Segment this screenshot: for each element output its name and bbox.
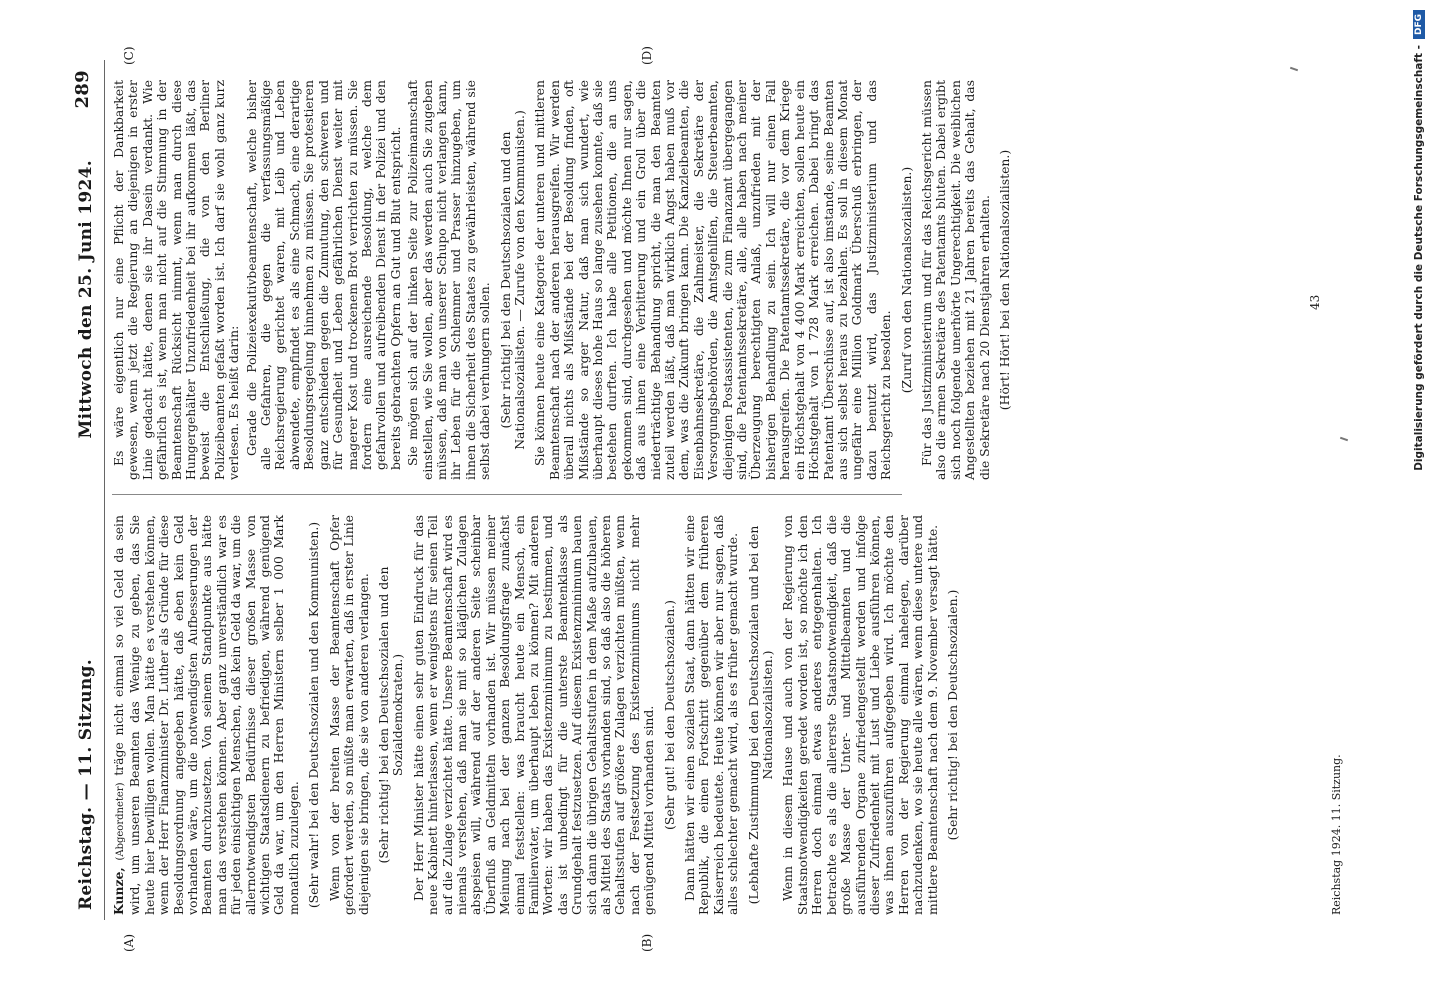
right-paragraph-2: Gerade die Polizeiexekutivbeamtenschaft, welche bisher alle Gefahren, die gegen die verfassungsmäßige Reichsregierung gerichtet waren, mit Leib und Leben abwendete, empfindet es als eine Schmach, eine derartige Besoldungsregelung hinnehmen zu müssen. Sie protestieren ganz entschieden gegen die Zumutung, den schweren und für Gesundheit und Leben gefährlichen Dienst weiter mit magerer Kost und trockenem Brot verrichten zu müssen. Sie fordern eine ausreichende Besoldung, welche dem gefahrvollen und aufreibenden Dienst in der Polizei und den bereits gebrachten Opfern an Gut und Blut entspricht. bbox=[243, 80, 403, 470]
interjection: (Sehr richtig! bei den Deutschsozialen.) bbox=[944, 589, 960, 841]
header-left: Reichstag. — 11. Sitzung. bbox=[76, 659, 96, 910]
dfg-logo: DFG bbox=[1413, 10, 1425, 39]
margin-letter-c: (C) bbox=[122, 46, 136, 65]
margin-letter-a: (A) bbox=[122, 933, 136, 952]
speaker-name: Kunze, bbox=[111, 867, 126, 915]
page-number: 289 bbox=[72, 70, 93, 109]
footer-note: Reichstag 1924. 11. Sitzung. bbox=[1330, 754, 1343, 915]
interjection: (Sehr wahr! bei den Deutschsozialen und den Kommunisten.) bbox=[306, 521, 322, 909]
interjection: (Zuruf von den Nationalsozialisten.) bbox=[898, 166, 914, 394]
speaker-role: Abgeordneter bbox=[115, 786, 126, 857]
left-paragraph-1-text: träge nicht einmal so viel Geld da sein wird, um unseren Beamten das Wenige zu geben, das Sie heute hier bewilligen wollen. Man hätte es verstehen können, wenn der Herr Finanzminister Dr. Luther als Gründe für diese Besoldungsordnung angegeben hätte, daß eben kein Geld vorhanden wäre, um die notwendigsten Aufbesserungen der Beamten durchzusetzen. Von seinem Standpunkte aus hätte man das verstehen können. Aber ganz unverständlich war es für jeden einsichtigen Menschen, daß kein Geld da war, um die allernotwendigsten Bedürfnisse dieser großen Masse von wichtigen Staatsdienern zu befriedigen, während genügend Geld da war, um den Herren Ministern selber 1 000 Mark monatlich zuzulegen. bbox=[111, 515, 301, 915]
margin-letter-d: (D) bbox=[640, 46, 654, 65]
digitization-credit bbox=[1404, 0, 1434, 1000]
interjection: (Sehr richtig! bei den Deutschsozialen und den Nationalsozialisten. — Zurufe von den Kommunisten.) bbox=[497, 110, 527, 450]
interjection: (Sehr richtig! bei den Deutschsozialen und den Sozialdemokraten.) bbox=[375, 566, 406, 864]
column-divider bbox=[112, 494, 902, 495]
interjection: (Hört! Hört! bei den Nationalsozialisten.) bbox=[996, 149, 1012, 411]
header-right: Mittwoch den 25. Juni 1924. bbox=[76, 160, 96, 439]
interjection: (Sehr gut! bei den Deutschsozialen.) bbox=[661, 600, 677, 830]
left-paragraph-5: Wenn in diesem Hause und auch von der Regierung von Staatsnotwendigkeiten geredet worden ist, so möchte ich den Herren doch einmal etwas anderes entgegenhalten. Ich betrachte es als die allererste Staatsnotwendigkeit, daß die große Masse der Unter- und Mittelbeamten und die ausführenden Organe zufriedengestellt werden und infolge dieser Zufriedenheit mit Lust und Liebe ausführen können, was ihnen auszuführen aufgegeben wird. Ich möchte den Herren von der Regierung einmal nahelegen, darüber nachzudenken, wo sie heute alle wären, wenn diese untere und mittlere Beamtenschaft nach dem 9. November versagt hätte. bbox=[780, 515, 940, 915]
credit-text: Digitalisierung gefördert durch die Deutsche Forschungsgemeinschaft - bbox=[1413, 45, 1425, 471]
left-column bbox=[112, 515, 966, 915]
interjection: (Lebhafte Zustimmung bei den Deutschsozialen und bei den Nationalsozialisten.) bbox=[745, 525, 776, 905]
margin-letter-b: (B) bbox=[640, 933, 654, 952]
scan-smudge bbox=[1290, 67, 1298, 72]
header-rule bbox=[104, 60, 105, 920]
page-header bbox=[72, 70, 102, 930]
left-paragraph-4: Dann hätten wir einen sozialen Staat, dann hätten wir eine Republik, die einen Fortschritt gegenüber dem früheren Kaiserreich bedeutete. Heute können wir aber nur sagen, daß alles schlechter gemacht wird, als es früher gemacht wurde. bbox=[682, 515, 741, 915]
right-paragraph-1: Es wäre eigentlich nur eine Pflicht der Dankbarkeit gewesen, wenn jetzt die Regierung an diejenigen in erster Linie gedacht hätte, denen sie ihr Dasein verdankt. Wie gefährlich es ist, wenn man nicht auf die Stimmung in der Beamtenschaft Rücksicht nimmt, wenn man durch diese Hungergehälter Unzufriedenheit bei ihr aufkommen läßt, das beweist die Entschließung, die von den Berliner Polizeibeamten gefaßt worden ist. Ich darf sie wohl ganz kurz verlesen. Es heißt darin: bbox=[111, 80, 242, 480]
right-paragraph-4: Sie können heute eine Kategorie der unteren und mittleren Beamtenschaft nach der anderen herausgreifen. Wir werden überall nichts als Mißstände bei der Besoldung finden, oft Mißstände so arger Natur, daß man sich wundert, wie überhaupt dieses hohe Haus so lange zusehen konnte, daß sie bestehen durften. Ich habe alle Petitionen, die an uns gekommen sind, durchgesehen und möchte Ihnen nur sagen, daß aus ihnen eine Verbitterung und ein Groll über die niederträchtige Behandlung spricht, die man den Beamten zuteil werden läßt, daß man wirklich Angst haben muß vor dem, was die Zukunft bringen kann. Die Kanzleibeamten, die Eisenbahnsekretäre, die Zahlmeister, die Sekretäre der Versorgungsbehörden, die Amtsgehilfen, die Steuerbeamten, diejenigen Postassistenten, die zum Finanzamt übergegangen sind, die Patentamtssekretäre, alle, alle haben nach meiner Überzeugung berechtigten Anlaß, unzufrieden mit der bisherigen Behandlung zu sein. Ich will nur einen Fall herausgreifen. Die Patentamtssekretäre, die vor dem Kriege ein Höchstgehalt von 4 400 Mark erreichten, sollen heute ein Höchstgehalt von 1 728 Mark erreichen. Dabei bringt das Patentamt Überschüsse auf, ist also imstande, seine Beamten aus sich selbst heraus zu bezahlen. Es soll in diesem Monat ungefähr eine Million Goldmark Überschuß erbringen, der dazu benutzt wird, das Justizministerium und das Reichsgericht zu besolden. bbox=[532, 80, 894, 480]
left-paragraph-2: Wenn von der breiten Masse der Beamtenschaft Opfer gefordert werden, so müßte man erwarten, daß in erster Linie diejenigen sie bringen, die sie von anderen verlangen. bbox=[326, 515, 371, 915]
left-paragraph-1: Kunze, (Abgeordneter) träge nicht einmal so viel Geld da sein wird, um unseren Beamten das Wenige zu geben, das Sie heute hier bewilligen wollen. Man hätte es verstehen können, wenn der Herr Finanzminister Dr. Luther als Gründe für diese Besoldungsordnung angegeben hätte, daß eben kein Geld vorhanden wäre, um die notwendigsten Aufbesserungen der Beamten durchzusetzen. Von seinem Standpunkte aus hätte man das verstehen können. Aber ganz unverständlich war es für jeden einsichtigen Menschen, daß kein Geld da war, um die allernotwendigsten Bedürfnisse dieser großen Masse von wichtigen Staatsdienern zu befriedigen, während genügend Geld da war, um den Herren Ministern selber 1 000 Mark monatlich zuzulegen. bbox=[111, 515, 301, 915]
left-paragraph-3: Der Herr Minister hätte einen sehr guten Eindruck für das neue Kabinett hinterlassen, wenn er wenigstens für seinen Teil auf die Zulage verzichtet hätte. Unsere Beamtenschaft wird es niemals verstehen, daß man sie mit so kläglichen Zulagen abspeisen will, während auf der anderen Seite scheinbar Überfluß an Geldmitteln vorhanden ist. Wir müssen meiner Meinung nach bei der ganzen Besoldungsfrage zunächst einmal feststellen: was braucht heute ein Mensch, ein Familienvater, um überhaupt leben zu können? Mit anderen Worten: wir haben das Existenzminimum zu bestimmen, und das ist unbedingt für die unterste Beamtenklasse als Grundgehalt festzusetzen. Auf diesem Existenzminimum bauen sich dann die übrigen Gehaltsstufen in dem Maße aufzubauen, als Mittel des Staats vorhanden sind, so daß also die höheren Gehaltsstufen auf größere Zulagen verzichten müßten, wenn nach der Festsetzung des Existenzminimums nicht mehr genügend Mittel vorhanden sind. bbox=[410, 515, 657, 915]
scan-smudge bbox=[1340, 437, 1348, 442]
right-column bbox=[112, 80, 1018, 480]
signature-mark: 43 bbox=[1308, 294, 1322, 310]
right-paragraph-3: Sie mögen sich auf der linken Seite zur Polizeimannschaft einstellen, wie Sie wollen, aber das werden auch Sie zugeben müssen, daß man von unserer Schupo nicht verlangen kann, ihr Leben für die Schlemmer und Prasser hinzugeben, um ihnen die Sicherheit des Staates zu gewährleisten, während sie selbst dabei verhungern sollen. bbox=[405, 80, 493, 480]
right-paragraph-5: Für das Justizministerium und für das Reichsgericht müssen also die armen Sekretäre des Patentamts bluten. Dabei ergibt sich noch folgende unerhörte Ungerechtigkeit. Die weiblichen Angestellten beziehen mit 21 Jahren bereits das Gehalt, das die Sekretäre nach 20 Dienstjahren erhalten. bbox=[918, 80, 992, 480]
